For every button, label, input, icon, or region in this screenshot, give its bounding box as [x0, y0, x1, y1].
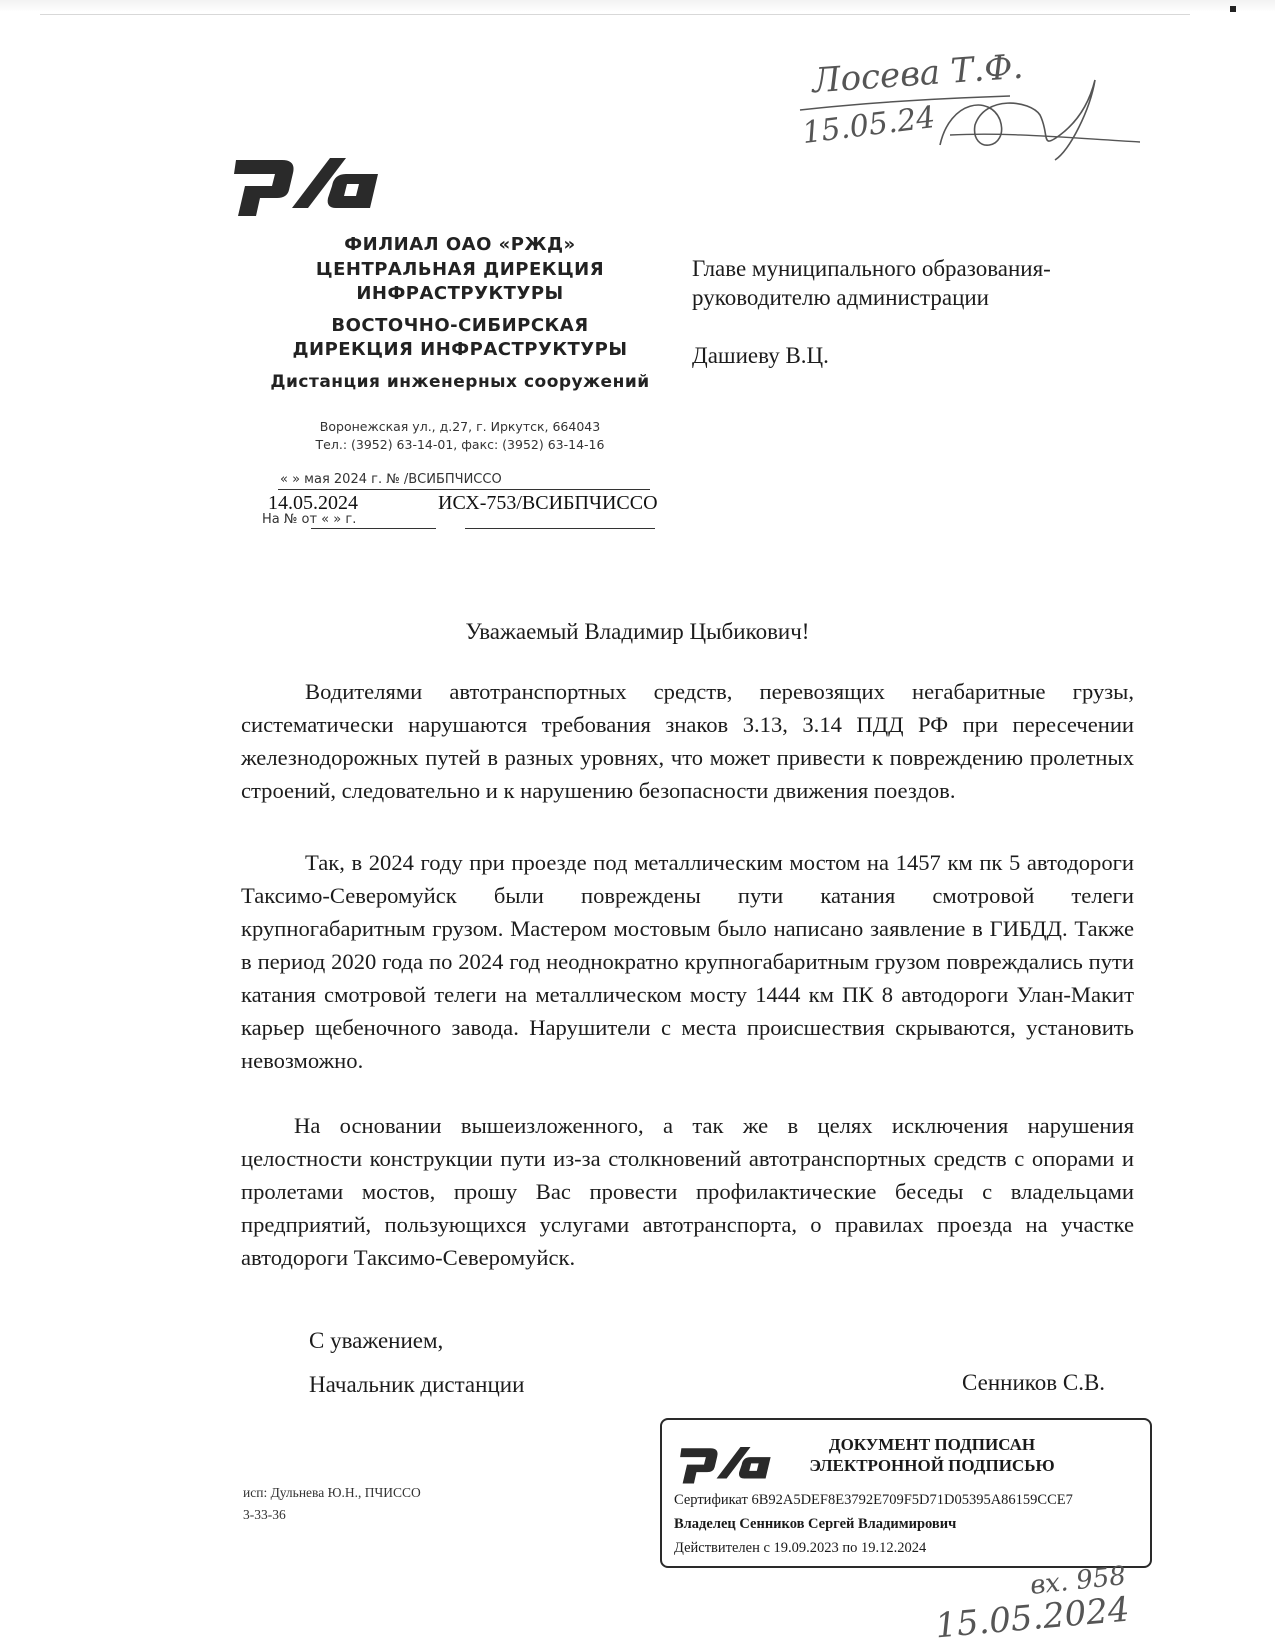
reference-underline-number — [311, 528, 436, 529]
letter-paragraph-1: Водителями автотранспортных средств, перевозящих негабаритные грузы, систематически нарушаются требования знаков 3.13, 3.14 ПДД РФ при пересечении железнодорожных путей в разных уровнях, что может привести к повреждению пролетных строений, следовательно и к нарушению безопасности движения поездов. — [241, 679, 1134, 803]
addressee-name: Дашиеву В.Ц. — [692, 343, 829, 368]
handwritten-name: Лосева Т.Ф. — [810, 46, 1025, 102]
letterhead-regional-directorate — [250, 314, 670, 362]
letterhead-branch: ФИЛИАЛ ОАО «РЖД» — [344, 234, 576, 255]
letter-greeting: Уважаемый Владимир Цыбикович! — [465, 619, 810, 644]
letterhead-central-directorate-line2: ИНФРАСТРУКТУРЫ — [356, 283, 564, 304]
scan-edge — [0, 0, 1275, 12]
letterhead-central-directorate-line1: ЦЕНТРАЛЬНАЯ ДИРЕКЦИЯ — [315, 259, 605, 280]
letter-paragraph-2: Так, в 2024 году при проезде под металлическим мостом на 1457 км пк 5 автодороги Таксимо-Северомуйск были повреждены пути катания смотровой телеги крупногабаритным грузом. Мастером мостовым было написано заявление в ГИБДД. Также в период 2020 года по 2024 год неоднократно крупногабаритным грузом повреждались пути катания смотровой телеги на металлическом мосту 1444 км ПК 8 автодороги Улан-Макит карьер щебеночного завода. Нарушители с места происшествия скрываются, установить невозможно. — [241, 850, 1134, 1073]
stamp-title — [792, 1434, 1072, 1476]
letterhead-phone: Тел.: (3952) 63-14-01, факс: (3952) 63-14-16 — [315, 437, 605, 452]
signer-position: Начальник дистанции — [309, 1372, 525, 1397]
reference-underline-date — [465, 528, 655, 529]
stamp-title-line2: ЭЛЕКТРОННОЙ ПОДПИСЬЮ — [809, 1456, 1055, 1475]
handwritten-incoming-number: вх. 958 — [1028, 1561, 1128, 1601]
letter-closing: С уважением, — [309, 1328, 444, 1353]
handwritten-incoming-date: 15.05.2024 — [933, 1589, 1132, 1647]
handwritten-date: 15.05.24 — [800, 99, 938, 152]
outgoing-number: ИСХ-753/ВСИБПЧИССО — [438, 492, 658, 514]
date-template-underline — [278, 489, 650, 490]
stamp-title-line1: ДОКУМЕНТ ПОДПИСАН — [828, 1435, 1036, 1454]
e-signature-stamp — [660, 1418, 1152, 1568]
date-number-template: « » мая 2024 г. № /ВСИБПЧИССО — [280, 472, 502, 487]
letterhead-regional-directorate-line2: ДИРЕКЦИЯ ИНФРАСТРУКТУРЫ — [292, 339, 628, 360]
handwritten-signature — [790, 40, 1150, 170]
signer-name: Сенников С.В. — [962, 1370, 1106, 1395]
letterhead-central-directorate — [250, 258, 670, 306]
stamp-owner: Владелец Сенников Сергей Владимирович — [674, 1516, 957, 1532]
handwritten-resolution — [790, 40, 1150, 170]
addressee-title-line1: Главе муниципального образования- — [692, 256, 1051, 281]
rzd-logo-icon — [676, 1442, 776, 1486]
stamp-validity: Действителен с 19.09.2023 по 19.12.2024 — [674, 1540, 927, 1556]
reference-template: На № от « » г. — [262, 512, 357, 527]
executor-name: исп: Дульнева Ю.Н., ПЧИССО — [243, 1485, 421, 1500]
letterhead-regional-directorate-line1: ВОСТОЧНО-СИБИРСКАЯ — [331, 315, 589, 336]
executor-phone: 3-33-36 — [243, 1507, 286, 1522]
scan-top-line — [40, 14, 1190, 15]
letterhead-division: Дистанция инженерных сооружений — [270, 372, 650, 392]
rzd-logo-icon — [232, 150, 382, 220]
letter-date: 14.05.2024 — [268, 492, 358, 514]
scan-corner-mark — [1230, 6, 1236, 12]
letterhead-address: Воронежская ул., д.27, г. Иркутск, 664043 — [319, 419, 601, 434]
addressee-title-line2: руководителю администрации — [692, 285, 989, 310]
stamp-certificate: Сертификат 6B92A5DEF8E3792E709F5D71D05395A86159CCE7 — [674, 1492, 1073, 1508]
addressee-title — [692, 254, 1132, 312]
letter-paragraph-3: На основании вышеизложенного, а так же в целях исключения нарушения целостности конструкции пути из-за столкновений автотранспортных средств с опорами и пролетами мостов, прошу Вас провести профилактические беседы с владельцами предприятий, пользующихся услугами автотранспорта, о правилах проезда на участке автодороги Таксимо-Северомуйск. — [241, 1113, 1134, 1270]
